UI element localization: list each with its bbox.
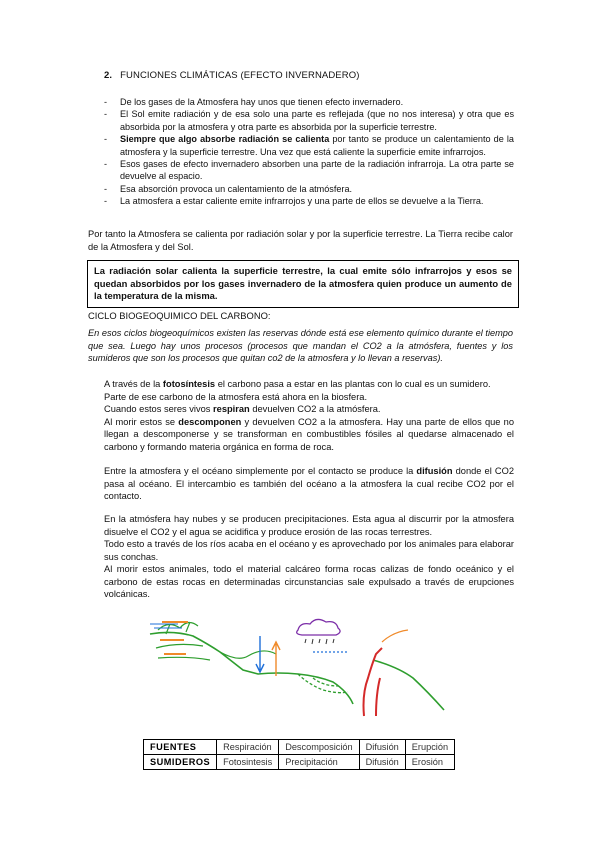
upward-arrow-icon xyxy=(272,642,280,676)
table-cell: Difusión xyxy=(359,740,405,755)
carbon-cycle-diagram xyxy=(148,612,448,722)
text-span: donde el CO2 pasa al océano. El intercambio es también del océano a la atmosfera la cual recibe CO2 por el contacto. xyxy=(104,466,514,501)
summary-paragraph: Por tanto la Atmosfera se calienta por radiación solar y por la superficie terrestre. La Tierra recibe calor de la Atmosfera y del Sol. xyxy=(88,229,513,252)
precipitation-paragraph xyxy=(104,513,514,601)
text-line xyxy=(104,416,514,454)
table-cell: Erosión xyxy=(405,755,454,770)
table-cell: Descomposición xyxy=(279,740,359,755)
text-line: Todo esto a través de los ríos acaba en el océano y es aprovechado por los animales para elaborar sus conchas. xyxy=(104,539,514,562)
diffusion-paragraph xyxy=(104,465,514,503)
text-span: Cuando estos seres vivos xyxy=(104,404,214,414)
land-left-slope xyxy=(220,651,276,658)
annotation-marks xyxy=(160,622,188,654)
text-line: En la atmósfera hay nubes y se producen precipitaciones. Esta agua al discurrir por la atmosfera disuelve el CO2 y el agua se acidifica y produce erosión de las rocas terrestres. xyxy=(104,514,514,537)
highlight-box: La radiación solar calienta la superficie terrestre, la cual emite sólo infrarrojos y esos se quedan absorbidos por los gases invernadero de la atmosfera quien produce un aumento de la temperatura de la misma. xyxy=(87,260,519,308)
volcano-icon xyxy=(364,648,383,716)
land-outline xyxy=(156,644,210,660)
text-span: Al morir estos se xyxy=(104,416,179,427)
table-row xyxy=(144,740,455,755)
section-title: FUNCIONES CLIMÁTICAS (EFECTO INVERNADERO) xyxy=(120,70,360,81)
cloud-icon xyxy=(297,619,340,635)
ocean-floor xyxy=(298,674,348,693)
text-span: el carbono pasa a estar en las plantas con lo cual es un sumidero. xyxy=(215,379,491,389)
text-span: y devuelven CO2 a la atmosfera. Hay una parte de ellos que no llegan a descomponerse y se transforman en combustibles fósiles al quedarse almacenado el carbono y formando materia orgánica en forma de roca. xyxy=(104,416,514,452)
keyword-respiran: respiran xyxy=(213,404,250,414)
table-cell: Erupción xyxy=(405,740,454,755)
bullet-text: por tanto se produce un xyxy=(332,134,431,145)
text-line: Parte de ese carbono de la atmosfera está ahora en la biosfera. xyxy=(104,391,368,402)
bullet-bold-phrase: Siempre que algo absorbe radiación se calienta xyxy=(120,134,330,145)
sources-sinks-table xyxy=(143,739,455,770)
bullet-text: calentamiento de la atmosfera y la superficie terrestre. Una vez que está caliente la superficie emite infrarrojos. xyxy=(120,134,514,157)
land-right xyxy=(373,660,444,710)
text-line xyxy=(104,403,514,416)
table-cell: Difusión xyxy=(359,755,405,770)
bullet-item: - La atmosfera a estar caliente emite infrarrojos y una parte de ellos se devuelve a la Tierra. xyxy=(104,195,514,207)
table-row-header: SUMIDEROS xyxy=(144,755,217,770)
bullet-item: - Esos gases de efecto invernadero absorben una parte de la radiación infrarroja. La otra parte se devuelve al espacio. xyxy=(104,158,514,183)
land-outline xyxy=(150,632,353,704)
carbon-cycle-intro: En esos ciclos biogeoquímicos existen las reservas dónde está ese elemento químico durante el tiempo que sea. Luego hay unos procesos (procesos que mandan el CO2 a la atmósfera, fuentes y los sumideros que son los procesos que quitan co2 de la atmosfera y lo llevan a reservas). xyxy=(88,328,513,363)
greenhouse-bullet-list xyxy=(104,96,514,208)
keyword-fotosintesis: fotosíntesis xyxy=(162,379,216,389)
photosynthesis-paragraph xyxy=(104,378,514,453)
text-line xyxy=(104,378,514,391)
carbon-cycle-title: CICLO BIOGEOQUIMICO DEL CARBONO: xyxy=(88,310,271,321)
text-line: Al morir estos animales, todo el material calcáreo forma rocas calizas de fondo oceánico y el carbono de estas rocas en determinadas circunstancias sale expulsado a través de erupciones volcánicas. xyxy=(104,564,514,599)
downward-arrow-icon xyxy=(256,636,264,672)
bullet-item xyxy=(104,133,514,158)
eruption-icon xyxy=(382,630,408,642)
bullet-item: - Esa absorción provoca un calentamiento de la atmósfera. xyxy=(104,183,514,195)
section-heading xyxy=(104,70,359,83)
text-span: A través de la xyxy=(104,379,163,389)
text-span: Entre la atmosfera y el océano simplemente por el contacto se produce la xyxy=(104,466,417,476)
bullet-item: - De los gases de la Atmosfera hay unos que tienen efecto invernadero. xyxy=(104,96,514,108)
table-row xyxy=(144,755,455,770)
section-number: 2. xyxy=(104,70,113,81)
rain-icon xyxy=(305,639,334,644)
table-cell: Respiración xyxy=(217,740,279,755)
keyword-descomponen: descomponen xyxy=(178,416,242,427)
table-cell: Precipitación xyxy=(279,755,359,770)
keyword-difusion: difusión xyxy=(416,466,453,476)
bullet-item: - El Sol emite radiación y de esa solo una parte es reflejada (que no nos interesa) y otra que es absorbida por la atmosfera y otra parte es absorbida por la superficie terrestre. xyxy=(104,108,514,133)
table-row-header: FUENTES xyxy=(144,740,217,755)
table-cell: Fotosintesis xyxy=(217,755,279,770)
text-span: devuelven CO2 a la atmósfera. xyxy=(249,404,381,414)
